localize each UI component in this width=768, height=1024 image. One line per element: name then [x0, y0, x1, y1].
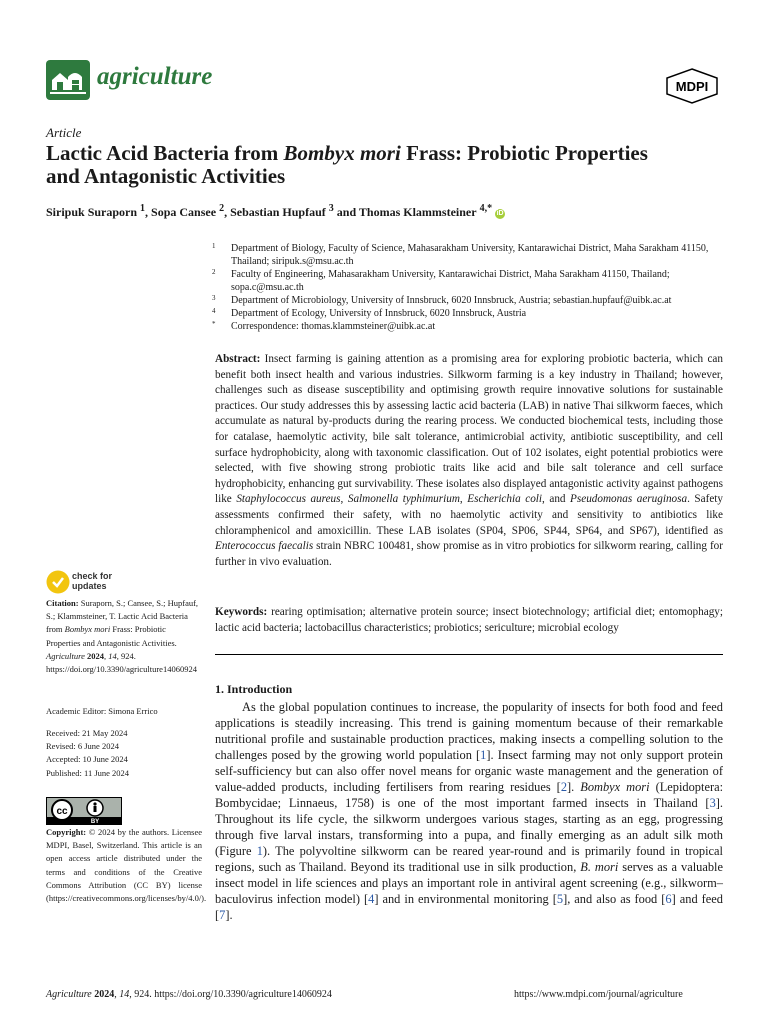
- article-dates: [46, 727, 202, 780]
- check-for-updates-icon[interactable]: [46, 570, 70, 594]
- author-name: Thomas Klammsteiner: [358, 205, 477, 219]
- affiliation-item: 3 Department of Microbiology, University of Innsbruck, 6020 Innsbruck, Austria; sebastian.hupfauf@uibk.ac.at: [212, 294, 672, 306]
- reference-link[interactable]: 1: [480, 748, 487, 762]
- article-type: Article: [46, 125, 82, 140]
- reference-link[interactable]: 4: [368, 892, 375, 906]
- svg-text:cc: cc: [56, 806, 68, 817]
- abstract-label: Abstract:: [215, 353, 261, 365]
- author-name: Siripuk Suraporn: [46, 205, 138, 219]
- copyright-notice: Copyright: © 2024 by the authors. Licensee MDPI, Basel, Switzerland. This article is an open access article distributed under the terms and conditions of the Creative Commons Attribution (CC BY) license (https://creativecommons.org/licenses/by/4.0/).: [46, 827, 207, 904]
- affiliation-item: 4 Department of Ecology, University of Innsbruck, 6020 Innsbruck, Austria: [212, 307, 527, 319]
- author-name: Sopa Cansee: [151, 205, 217, 219]
- introduction-text: As the global population continues to increase, the popularity of insects for both food and feed applications is steadily increasing. This trend is gaining momentum because of their remarkable nutritional profile and sustainable production practices, making insects a compelling solution to the challenges posed by the growing world population [1]. Insect farming may not only support protein self-sufficiency but can also offer novel means for organic waste management and the generation of value-added products, including fertilisers from rearing residues [2]. Bombyx mori (Lepidoptera: Bombycidae; Linnaeus, 1758) is one of the most important farmed insects in Thailand [3]. Throughout its life cycle, the silkworm undergoes various stages, starting as an egg, progressing through five larval instars, transforming into a pupa, and finally emerging as an adult silk moth (Figure 1). The polyvoltine silkworm can be reared year-round and is primarily found in tropical regions, such as Thailand. Beyond its traditional use in silk production, B. mori serves as a valuable insect model in life sciences and plays an important role in antiviral agent screening (e.g., silkworm–baculovirus infection model) [4] and in environmental monitoring [5], and also as food [6] and feed [7].: [215, 700, 724, 922]
- reference-link[interactable]: 2: [560, 780, 568, 794]
- section-heading: 1. Introduction: [215, 682, 293, 696]
- check-for-updates-label[interactable]: check for updates: [72, 571, 113, 591]
- accepted-date: Accepted: 10 June 2024: [46, 754, 128, 765]
- author-list: Siripuk Suraporn $^1$, Sopa Cansee $^2$, Sebastian Hupfauf $^3$ and Thomas Klammsteiner $^{4,*}$ iD: [46, 203, 504, 219]
- citation: Citation: Suraporn, S.; Cansee, S.; Hupfauf, S.; Klammsteiner, T. Lactic Acid Bacteria from Bombyx mori Frass: Probiotic Properties and Antagonistic Activities. Agriculture 2024, 14, 924. https://doi.org/10.3390/agriculture14060924: [46, 598, 199, 675]
- published-date: Published: 11 June 2024: [46, 767, 130, 778]
- footer-journal-url[interactable]: https://www.mdpi.com/journal/agriculture: [514, 989, 683, 1000]
- mdpi-logo-icon[interactable]: [665, 68, 719, 104]
- abstract: Abstract: Insect farming is gaining attention as a promising area for exploring probiotic bacteria, which can benefit both insect health and various industries. Silkworm farming is a key industry in Thailand; however, challenges such as disease susceptibility and optimising growth require innovative solutions for sustainable practices. Our study addresses this by assessing lactic acid bacteria (LAB) in native Thai silkworm faeces, which accumulate as natural by-products during the rearing process. We conducted biochemical tests, including those for catalase, haemolytic activity, bile salt tolerance, antimicrobial activity, antibiotic susceptibility, and cell surface hydrophobicity, along with taxonomic classification. Out of 102 isolates, eight potential probiotics were selected, with five showing strong probiotic traits like acid and bile salt tolerance and cell surface hydrophobicity, enhancing gut survivability. These isolates also displayed antagonistic activity against pathogens like Staphylococcus aureus, Salmonella typhimurium, Escherichia coli, and Pseudomonas aeruginosa. Safety assessments confirmed their safety, with no haemolytic activity and sensitivity to antibiotics like chloramphenicol and amoxicillin. These LAB isolates (SP04, SP06, SP44, SP64, and SP67), identified as Enterococcus faecalis strain NBRC 100481, show promise as in vitro probiotics for silkworm rearing, calling for further in vivo evaluation.: [215, 353, 724, 568]
- journal-name[interactable]: agriculture: [97, 63, 213, 90]
- keywords-label: Keywords:: [215, 606, 268, 618]
- reference-link[interactable]: 6: [665, 892, 672, 906]
- article-title: Lactic Acid Bacteria from Bombyx mori Frass: Probiotic Properties and Antagonistic Activities: [46, 141, 648, 188]
- reference-link[interactable]: 3: [709, 796, 716, 810]
- reference-link[interactable]: 7: [219, 908, 226, 922]
- affiliations: [212, 242, 724, 333]
- affiliation-item: 2 Faculty of Engineering, Mahasarakham University, Kantarawichai District, Maha Sarakham 41150, Thailand; sopa.c@msu.ac.th: [212, 268, 670, 293]
- affiliation-item: 1 Department of Biology, Faculty of Science, Mahasarakham University, Kantarawichai District, Maha Sarakham 41150, Thailand; siripuk.s@msu.ac.th: [212, 242, 709, 267]
- section-divider: [215, 654, 723, 655]
- correspondence: * Correspondence: thomas.klammsteiner@uibk.ac.at: [212, 320, 436, 332]
- keywords: Keywords: rearing optimisation; alternative protein source; insect biotechnology; artificial diet; entomophagy; lactic acid bacteria; lactobacillus characteristics; probiotics; sericulture; microbial ecology: [215, 606, 723, 634]
- figure-link[interactable]: 1: [256, 844, 263, 858]
- author-name: Sebastian Hupfauf: [230, 205, 326, 219]
- revised-date: Revised: 6 June 2024: [46, 741, 119, 752]
- footer-citation: Agriculture 2024, 14, 924. https://doi.org/10.3390/agriculture14060924: [46, 989, 332, 1000]
- svg-text:BY: BY: [90, 819, 100, 825]
- journal-logo-icon: [46, 60, 90, 100]
- received-date: Received: 21 May 2024: [46, 728, 128, 738]
- reference-link[interactable]: 5: [556, 892, 564, 906]
- orcid-icon[interactable]: iD: [496, 210, 504, 217]
- publisher-name: MDPI: [675, 79, 709, 94]
- academic-editor: Academic Editor: Simona Errico: [46, 706, 158, 716]
- cc-license-icon[interactable]: [46, 797, 122, 825]
